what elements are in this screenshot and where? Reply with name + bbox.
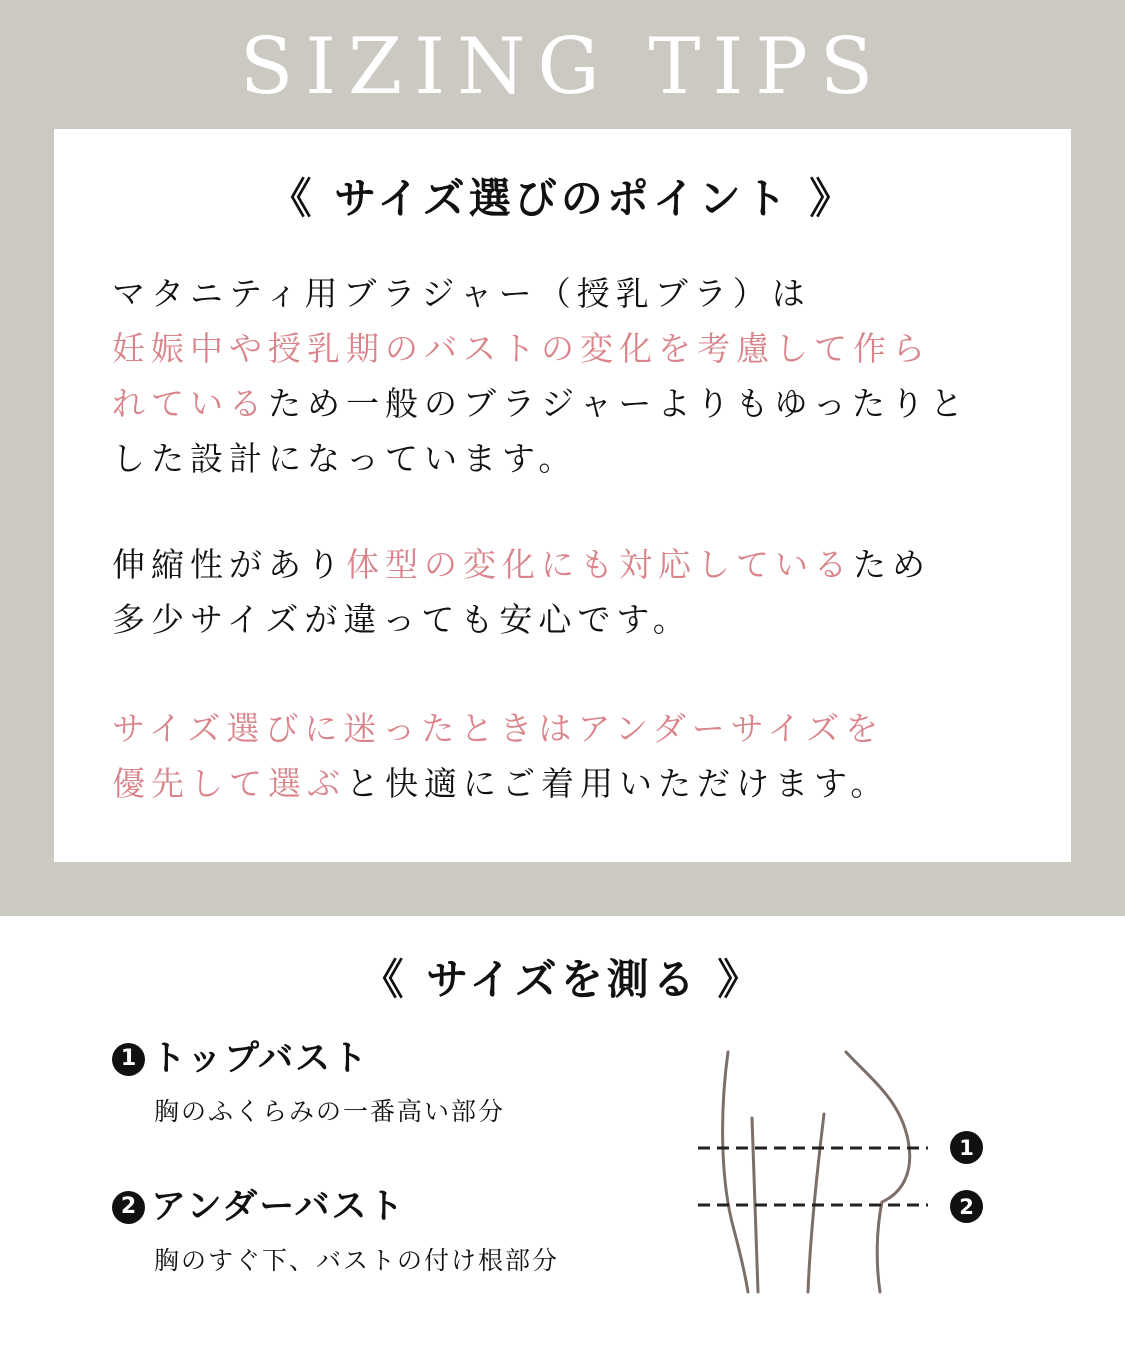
front-contour-line (846, 1052, 910, 1292)
paragraph-line (112, 537, 1032, 592)
under-bust-description: 胸のすぐ下、バストの付け根部分 (154, 1246, 560, 1275)
number-badge: 2 (112, 1191, 145, 1224)
under-bust-title (112, 1182, 405, 1232)
top-bust-title (112, 1034, 369, 1084)
paragraph-line: した設計になっています。 (112, 439, 578, 478)
paragraph-text: 伸縮性があり (112, 545, 346, 584)
highlight-line: 妊娠中や授乳期のバストの変化を考慮して作ら (112, 329, 931, 368)
top-bust-description: 胸のふくらみの一番高い部分 (154, 1097, 506, 1126)
sizing-points-card (54, 129, 1071, 862)
paragraph-maternity-bra (112, 266, 1032, 486)
highlight-line: サイズ選びに迷ったときはアンダーサイズを (112, 709, 885, 748)
paragraph-line: 多少サイズが違っても安心です。 (112, 600, 692, 639)
paragraph-line (112, 756, 1032, 811)
card-heading: 《 サイズ選びのポイント 》 (269, 174, 856, 223)
top-bust-label: トップバスト (151, 1039, 370, 1079)
back-contour-line (723, 1052, 748, 1292)
paragraph-text: ため (853, 545, 931, 584)
paragraph-line (112, 376, 1032, 431)
body-silhouette-icon (690, 1040, 1000, 1300)
banner-title: SIZING TIPS (239, 22, 886, 112)
highlight-text: れている (112, 384, 268, 423)
paragraph-text: ため一般のブラジャーよりもゆったりと (268, 384, 970, 423)
under-bust-label: アンダーバスト (151, 1187, 406, 1227)
top-bust-marker: 1 (950, 1131, 983, 1164)
paragraph-text: と快適にご着用いただけます。 (346, 764, 890, 803)
measure-heading: 《 サイズを測る 》 (361, 955, 764, 1004)
paragraph-line: マタニティ用ブラジャー（授乳ブラ）は (112, 274, 811, 313)
arm-front-line (808, 1114, 824, 1292)
paragraph-stretch (112, 537, 1032, 647)
paragraph-undersize (112, 701, 1032, 811)
number-badge: 1 (112, 1043, 145, 1076)
highlight-text: 優先して選ぶ (112, 764, 346, 803)
under-bust-marker: 2 (950, 1190, 983, 1223)
highlight-text: 体型の変化にも対応している (346, 545, 853, 584)
